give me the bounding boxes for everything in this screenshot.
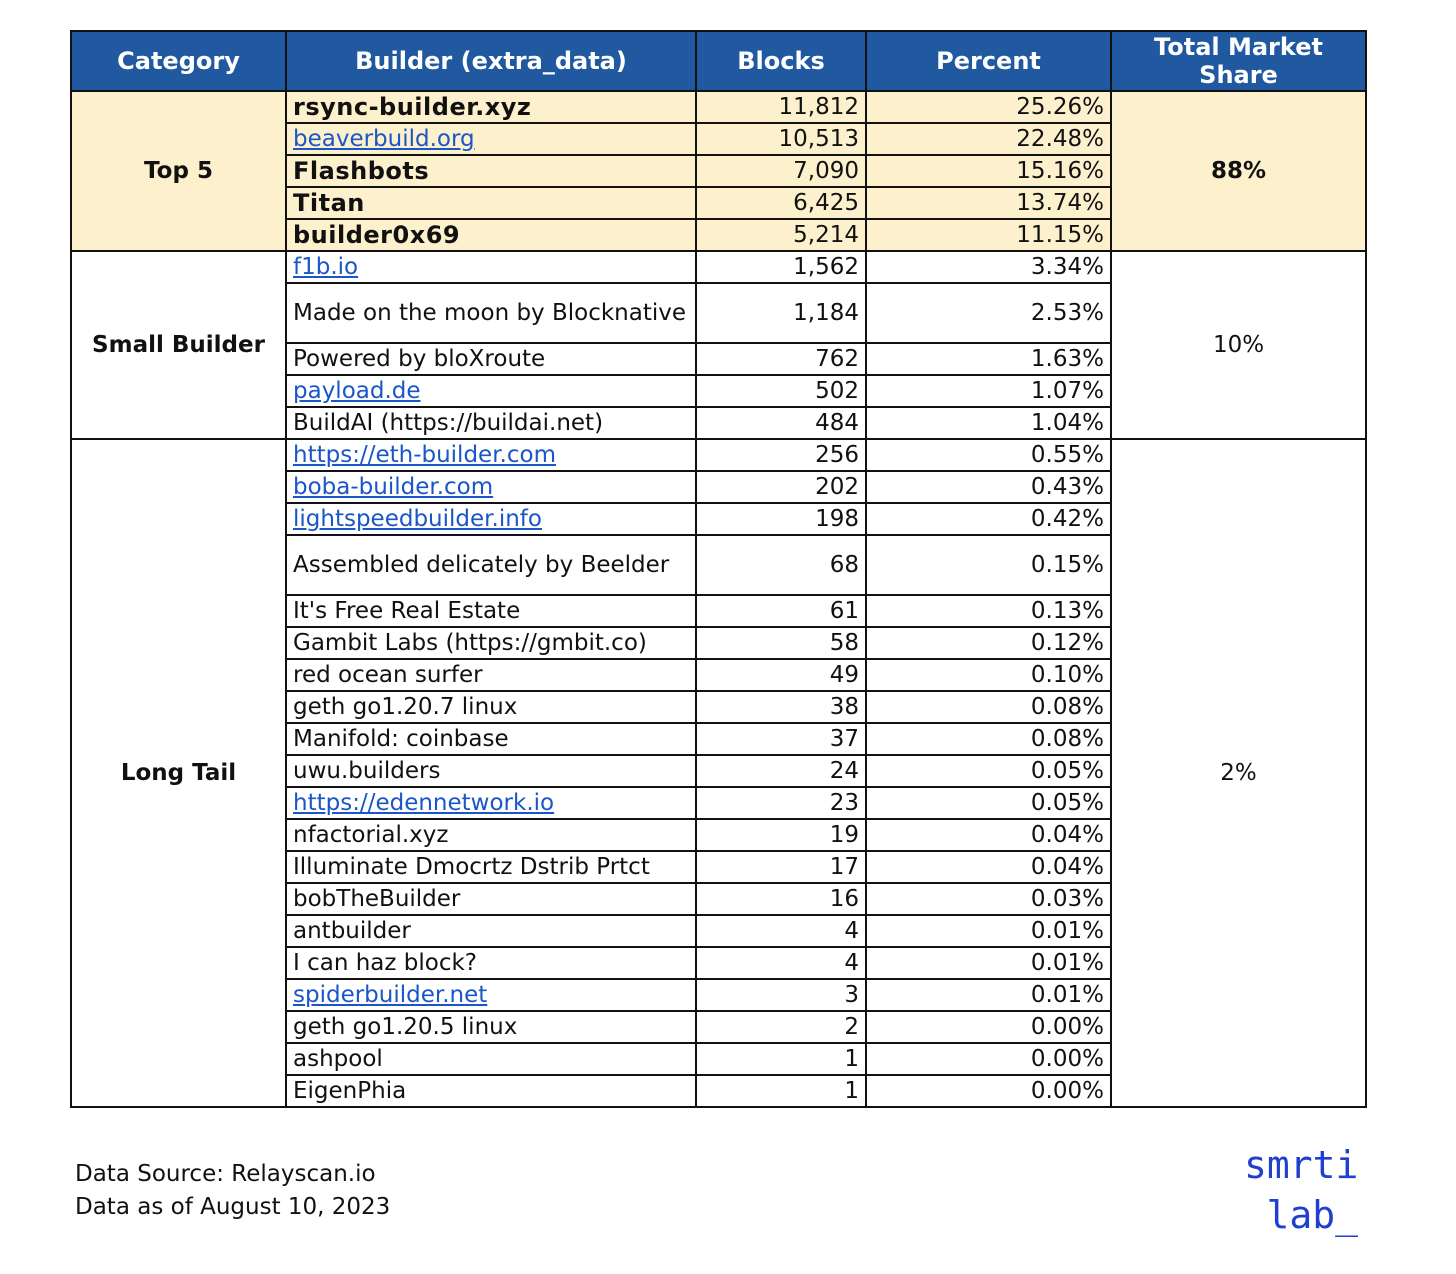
percent-value: 0.04% bbox=[866, 819, 1111, 851]
percent-value: 0.00% bbox=[866, 1075, 1111, 1107]
blocks-value: 58 bbox=[696, 627, 866, 659]
logo-line-2: lab_ bbox=[1266, 1193, 1358, 1237]
builder-name-link[interactable] bbox=[286, 439, 696, 471]
builder-name: uwu.builders bbox=[286, 755, 696, 787]
blocks-value: 3 bbox=[696, 979, 866, 1011]
percent-value: 25.26% bbox=[866, 91, 1111, 123]
table-row bbox=[71, 439, 1366, 471]
percent-value: 22.48% bbox=[866, 123, 1111, 155]
blocks-value: 16 bbox=[696, 883, 866, 915]
builder-name-link[interactable] bbox=[286, 251, 696, 283]
percent-value: 0.12% bbox=[866, 627, 1111, 659]
builder-link-text[interactable]: boba-builder.com bbox=[293, 474, 494, 500]
percent-value: 0.05% bbox=[866, 787, 1111, 819]
percent-value: 0.04% bbox=[866, 851, 1111, 883]
builder-name: geth go1.20.7 linux bbox=[286, 691, 696, 723]
percent-value: 1.63% bbox=[866, 343, 1111, 375]
blocks-value: 198 bbox=[696, 503, 866, 535]
builder-name: nfactorial.xyz bbox=[286, 819, 696, 851]
builder-name: Assembled delicately by Beelder bbox=[286, 535, 696, 595]
percent-value: 0.43% bbox=[866, 471, 1111, 503]
blocks-value: 502 bbox=[696, 375, 866, 407]
category-small-builder: Small Builder bbox=[71, 251, 286, 439]
percent-value: 11.15% bbox=[866, 219, 1111, 251]
blocks-value: 17 bbox=[696, 851, 866, 883]
builder-name-link[interactable] bbox=[286, 471, 696, 503]
percent-value: 0.13% bbox=[866, 595, 1111, 627]
percent-value: 3.34% bbox=[866, 251, 1111, 283]
blocks-value: 6,425 bbox=[696, 187, 866, 219]
percent-value: 0.01% bbox=[866, 915, 1111, 947]
percent-value: 13.74% bbox=[866, 187, 1111, 219]
builder-name-link[interactable] bbox=[286, 123, 696, 155]
percent-value: 0.08% bbox=[866, 691, 1111, 723]
builder-name: bobTheBuilder bbox=[286, 883, 696, 915]
blocks-value: 4 bbox=[696, 915, 866, 947]
percent-value: 0.42% bbox=[866, 503, 1111, 535]
builder-name: I can haz block? bbox=[286, 947, 696, 979]
percent-value: 15.16% bbox=[866, 155, 1111, 187]
blocks-value: 4 bbox=[696, 947, 866, 979]
builder-name-link[interactable] bbox=[286, 503, 696, 535]
builder-link-text[interactable]: f1b.io bbox=[293, 254, 359, 280]
builder-link-text[interactable]: https://edennetwork.io bbox=[293, 790, 555, 816]
percent-value: 0.03% bbox=[866, 883, 1111, 915]
blocks-value: 11,812 bbox=[696, 91, 866, 123]
builder-name: Made on the moon by Blocknative bbox=[286, 283, 696, 343]
builder-name: Titan bbox=[286, 187, 696, 219]
builder-name: It's Free Real Estate bbox=[286, 595, 696, 627]
blocks-value: 762 bbox=[696, 343, 866, 375]
builder-name: rsync-builder.xyz bbox=[286, 91, 696, 123]
blocks-value: 1,184 bbox=[696, 283, 866, 343]
percent-value: 0.01% bbox=[866, 979, 1111, 1011]
builder-link-text[interactable]: payload.de bbox=[293, 378, 421, 404]
market-share-top-5: 88% bbox=[1111, 91, 1366, 251]
header-blocks: Blocks bbox=[696, 31, 866, 91]
blocks-value: 1,562 bbox=[696, 251, 866, 283]
builder-link-text[interactable]: lightspeedbuilder.info bbox=[293, 506, 542, 532]
blocks-value: 19 bbox=[696, 819, 866, 851]
category-top-5: Top 5 bbox=[71, 91, 286, 251]
blocks-value: 49 bbox=[696, 659, 866, 691]
percent-value: 0.01% bbox=[866, 947, 1111, 979]
percent-value: 0.05% bbox=[866, 755, 1111, 787]
footer-notes bbox=[75, 1158, 390, 1224]
builder-name: antbuilder bbox=[286, 915, 696, 947]
blocks-value: 256 bbox=[696, 439, 866, 471]
builder-name: Powered by bloXroute bbox=[286, 343, 696, 375]
header-category: Category bbox=[71, 31, 286, 91]
blocks-value: 1 bbox=[696, 1043, 866, 1075]
builder-name: Illuminate Dmocrtz Dstrib Prtct bbox=[286, 851, 696, 883]
data-date-note: Data as of August 10, 2023 bbox=[75, 1194, 391, 1220]
market-share-small-builder: 10% bbox=[1111, 251, 1366, 439]
blocks-value: 2 bbox=[696, 1011, 866, 1043]
table-row bbox=[71, 251, 1366, 283]
percent-value: 1.04% bbox=[866, 407, 1111, 439]
blocks-value: 202 bbox=[696, 471, 866, 503]
builder-name: red ocean surfer bbox=[286, 659, 696, 691]
builder-name: Manifold: coinbase bbox=[286, 723, 696, 755]
builder-name: Gambit Labs (https://gmbit.co) bbox=[286, 627, 696, 659]
builder-market-share-table bbox=[70, 30, 1367, 1108]
builder-link-text[interactable]: https://eth-builder.com bbox=[293, 442, 556, 468]
header-builder: Builder (extra_data) bbox=[286, 31, 696, 91]
blocks-value: 10,513 bbox=[696, 123, 866, 155]
blocks-value: 5,214 bbox=[696, 219, 866, 251]
builder-name: builder0x69 bbox=[286, 219, 696, 251]
blocks-value: 61 bbox=[696, 595, 866, 627]
builder-link-text[interactable]: beaverbuild.org bbox=[293, 126, 475, 152]
percent-value: 0.00% bbox=[866, 1043, 1111, 1075]
table-header-row bbox=[71, 31, 1366, 91]
header-total-market-share: Total Market Share bbox=[1111, 31, 1366, 91]
percent-value: 0.15% bbox=[866, 535, 1111, 595]
data-source-note: Data Source: Relayscan.io bbox=[75, 1161, 376, 1187]
builder-name-link[interactable] bbox=[286, 979, 696, 1011]
percent-value: 0.10% bbox=[866, 659, 1111, 691]
header-percent: Percent bbox=[866, 31, 1111, 91]
percent-value: 2.53% bbox=[866, 283, 1111, 343]
blocks-value: 1 bbox=[696, 1075, 866, 1107]
logo-line-1: smrti bbox=[1244, 1143, 1359, 1187]
builder-name: BuildAI (https://buildai.net) bbox=[286, 407, 696, 439]
blocks-value: 24 bbox=[696, 755, 866, 787]
category-long-tail: Long Tail bbox=[71, 439, 286, 1107]
blocks-value: 37 bbox=[696, 723, 866, 755]
percent-value: 0.00% bbox=[866, 1011, 1111, 1043]
smrti-lab-logo bbox=[1244, 1140, 1370, 1246]
blocks-value: 23 bbox=[696, 787, 866, 819]
blocks-value: 68 bbox=[696, 535, 866, 595]
blocks-value: 7,090 bbox=[696, 155, 866, 187]
builder-name: geth go1.20.5 linux bbox=[286, 1011, 696, 1043]
percent-value: 0.08% bbox=[866, 723, 1111, 755]
table-row bbox=[71, 91, 1366, 123]
blocks-value: 484 bbox=[696, 407, 866, 439]
builder-name-link[interactable] bbox=[286, 375, 696, 407]
builder-name-link[interactable] bbox=[286, 787, 696, 819]
builder-name: EigenPhia bbox=[286, 1075, 696, 1107]
builder-name: Flashbots bbox=[286, 155, 696, 187]
blocks-value: 38 bbox=[696, 691, 866, 723]
market-share-long-tail: 2% bbox=[1111, 439, 1366, 1107]
builder-name: ashpool bbox=[286, 1043, 696, 1075]
builder-link-text[interactable]: spiderbuilder.net bbox=[293, 982, 488, 1008]
percent-value: 1.07% bbox=[866, 375, 1111, 407]
percent-value: 0.55% bbox=[866, 439, 1111, 471]
